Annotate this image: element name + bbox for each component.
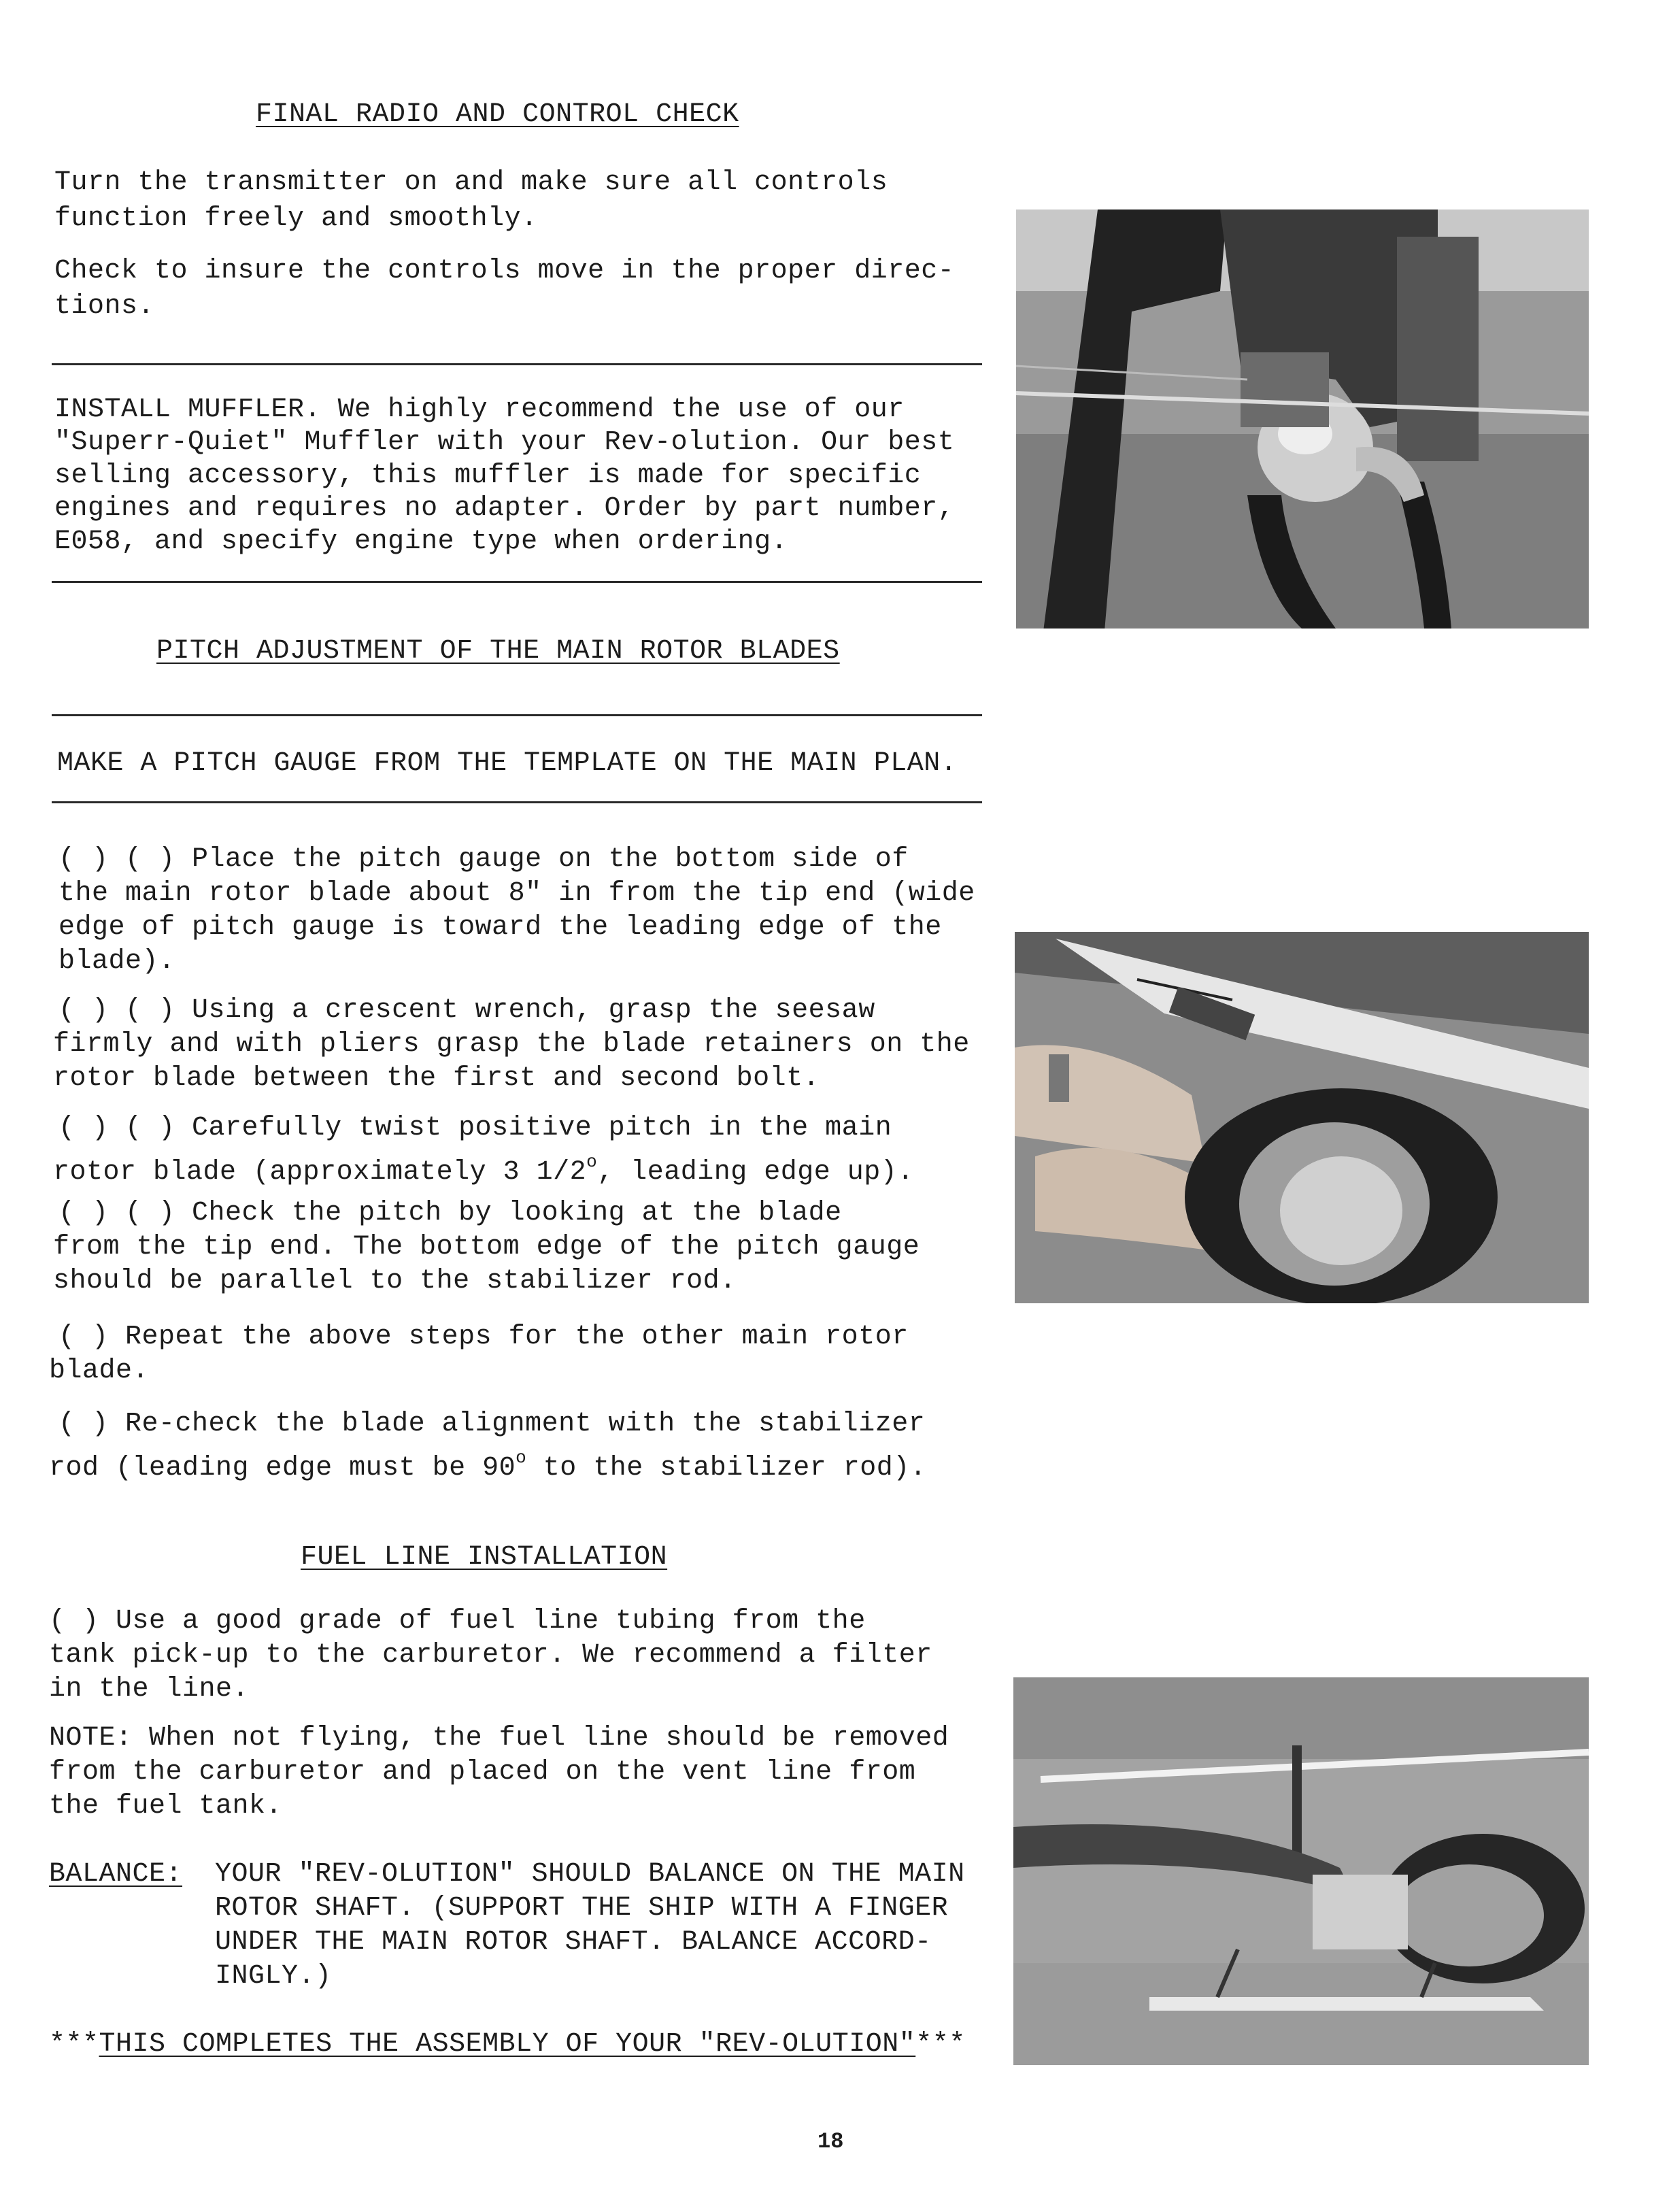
balance-line: INGLY.)	[215, 1961, 332, 1992]
paragraph-line: "Superr-Quiet" Muffler with your Rev-olution. Our best	[54, 427, 955, 458]
note-line: NOTE: When not flying, the fuel line should be removed	[49, 1723, 949, 1754]
step-line: ( ) ( ) Using a crescent wrench, grasp the seesaw	[58, 995, 875, 1026]
section-heading-fuel-line: FUEL LINE INSTALLATION	[301, 1542, 668, 1573]
step-line: ( ) Repeat the above steps for the other main rotor	[58, 1322, 909, 1352]
photo-muffler-installed	[1016, 210, 1589, 629]
paragraph-line: Turn the transmitter on and make sure all controls	[54, 167, 888, 198]
section-heading-pitch-adjustment: PITCH ADJUSTMENT OF THE MAIN ROTOR BLADES	[156, 636, 840, 667]
step-line: blade.	[49, 1356, 150, 1386]
paragraph-line: INSTALL MUFFLER. We highly recommend the use of our	[54, 395, 905, 425]
paragraph-line: function freely and smoothly.	[54, 203, 538, 234]
step-line: in the line.	[49, 1674, 250, 1705]
step-line: ( ) ( ) Place the pitch gauge on the bottom side of	[58, 844, 909, 875]
step-line: ( ) ( ) Check the pitch by looking at the blade	[58, 1198, 842, 1228]
step-line: the main rotor blade about 8" in from the tip end (wide	[58, 878, 975, 909]
step-line: rod (leading edge must be 90$^o$ to the stabilizer rod).	[49, 1447, 927, 1484]
step-line: from the tip end. The bottom edge of the pitch gauge	[53, 1232, 920, 1262]
photo-completed-helicopter	[1013, 1677, 1589, 2065]
step-line: blade).	[58, 946, 175, 977]
step-line: ( ) Use a good grade of fuel line tubing from the	[49, 1606, 866, 1637]
note-line: the fuel tank.	[49, 1791, 283, 1822]
balance-label: BALANCE:	[49, 1859, 183, 1890]
step-line: rotor blade between the first and second bolt.	[53, 1063, 820, 1094]
note-line: from the carburetor and placed on the vent line from	[49, 1757, 916, 1788]
photo-helicopter-drawing	[1013, 1677, 1589, 2065]
paragraph-line: Check to insure the controls move in the proper direc-	[54, 256, 955, 286]
divider	[52, 363, 982, 365]
divider	[52, 801, 982, 803]
step-line: firmly and with pliers grasp the blade retainers on the	[53, 1029, 970, 1060]
pitch-gauge-instruction: MAKE A PITCH GAUGE FROM THE TEMPLATE ON THE MAIN PLAN.	[57, 748, 958, 779]
paragraph-line: engines and requires no adapter. Order by part number,	[54, 493, 955, 524]
step-line: ( ) Re-check the blade alignment with the stabilizer	[58, 1409, 926, 1439]
step-line: rotor blade (approximately 3 1/2$^o$, leading edge up).	[53, 1152, 914, 1188]
paragraph-line: E058, and specify engine type when ordering.	[54, 526, 788, 557]
photo-muffler-drawing	[1016, 210, 1589, 629]
balance-line: ROTOR SHAFT. (SUPPORT THE SHIP WITH A FINGER	[215, 1893, 949, 1924]
step-line: edge of pitch gauge is toward the leading edge of the	[58, 912, 942, 943]
section-heading-radio-check: FINAL RADIO AND CONTROL CHECK	[256, 99, 739, 130]
step-line: ( ) ( ) Carefully twist positive pitch in the main	[58, 1113, 892, 1143]
paragraph-line: tions.	[54, 291, 155, 322]
divider	[52, 714, 982, 716]
closing-line: ***THIS COMPLETES THE ASSEMBLY OF YOUR "REV-OLUTION"***	[49, 2029, 966, 2060]
balance-line: UNDER THE MAIN ROTOR SHAFT. BALANCE ACCORD-	[215, 1927, 932, 1958]
balance-line: YOUR "REV-OLUTION" SHOULD BALANCE ON THE MAIN	[215, 1859, 965, 1890]
step-line: tank pick-up to the carburetor. We recommend a filter	[49, 1640, 932, 1671]
photo-pitch-adjustment	[1015, 932, 1589, 1303]
paragraph-line: selling accessory, this muffler is made for specific	[54, 460, 922, 491]
page-number: 18	[817, 2129, 844, 2154]
photo-pitch-drawing	[1015, 932, 1589, 1303]
step-line: should be parallel to the stabilizer rod.	[53, 1266, 737, 1296]
divider	[52, 581, 982, 583]
